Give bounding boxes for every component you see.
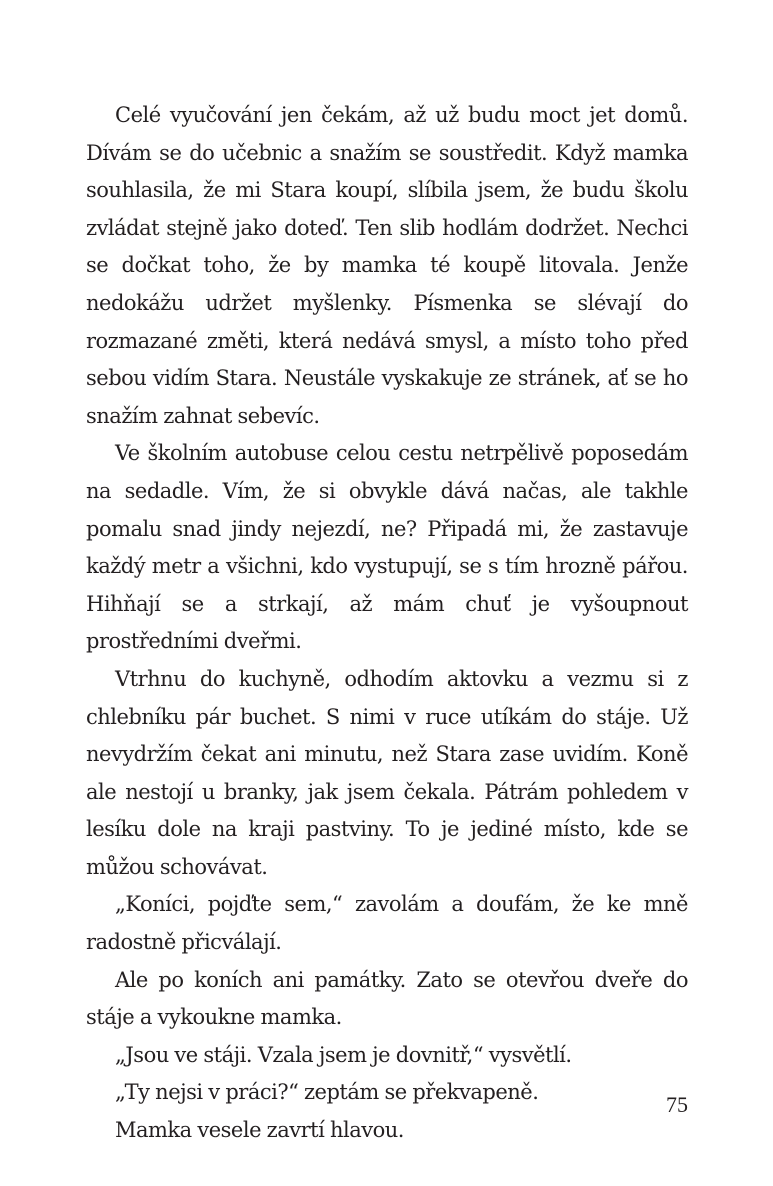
paragraph-1: Celé vyučování jen čekám, až už budu moct jet domů. Dívám se do učebnic a snažím se soustředit. Když mamka souhlasila, že mi Stara koupí, slíbila jsem, že budu školu zvládat stejně jako doteď. Ten slib hodlám dodržet. Nechci se dočkat toho, že by mamka té koupě litovala. Jenže nedokážu udržet myšlenky. Písmenka se slévají do rozmazané změti, která nedává smysl, a místo toho před sebou vidím Stara. Neustále vyskakuje ze stránek, ať se ho snažím zahnat sebevíc. <box>86 103 688 428</box>
paragraph-5: Ale po koních ani památky. Zato se otevřou dveře do stáje a vykoukne mamka. <box>86 967 688 1030</box>
paragraph-6: „Jsou ve stáji. Vzala jsem je dovnitř,“ vysvětlí. <box>115 1042 572 1067</box>
page-number: 75 <box>666 1092 688 1117</box>
paragraph-7: „Ty nejsi v práci?“ zeptám se překvapeně. <box>115 1080 539 1105</box>
paragraph-3: Vtrhnu do kuchyně, odhodím aktovku a vezmu si z chlebníku pár buchet. S nimi v ruce utíkám do stáje. Už nevydržím čekat ani minutu, než Stara zase uvidím. Koně ale nestojí u branky, jak jsem čekala. Pátrám pohledem v lesíku dole na kraji pastviny. To je jediné místo, kde se můžou schovávat. <box>86 666 688 879</box>
paragraph-8: Mamka vesele zavrtí hlavou. <box>115 1118 404 1143</box>
paragraph-2: Ve školním autobuse celou cestu netrpělivě poposedám na sedadle. Vím, že si obvykle dává načas, ale takhle pomalu snad jindy nejezdí, ne? Připadá mi, že zastavuje každý metr a všichni, kdo vystupují, se s tím hrozně pářou. Hihňají se a strkají, až mám chuť je vyšoupnout prostředními dveřmi. <box>86 441 688 654</box>
paragraph-4: „Koníci, pojďte sem,“ zavolám a doufám, že ke mně radostně přicválají. <box>86 892 688 955</box>
body-text <box>86 97 688 1150</box>
